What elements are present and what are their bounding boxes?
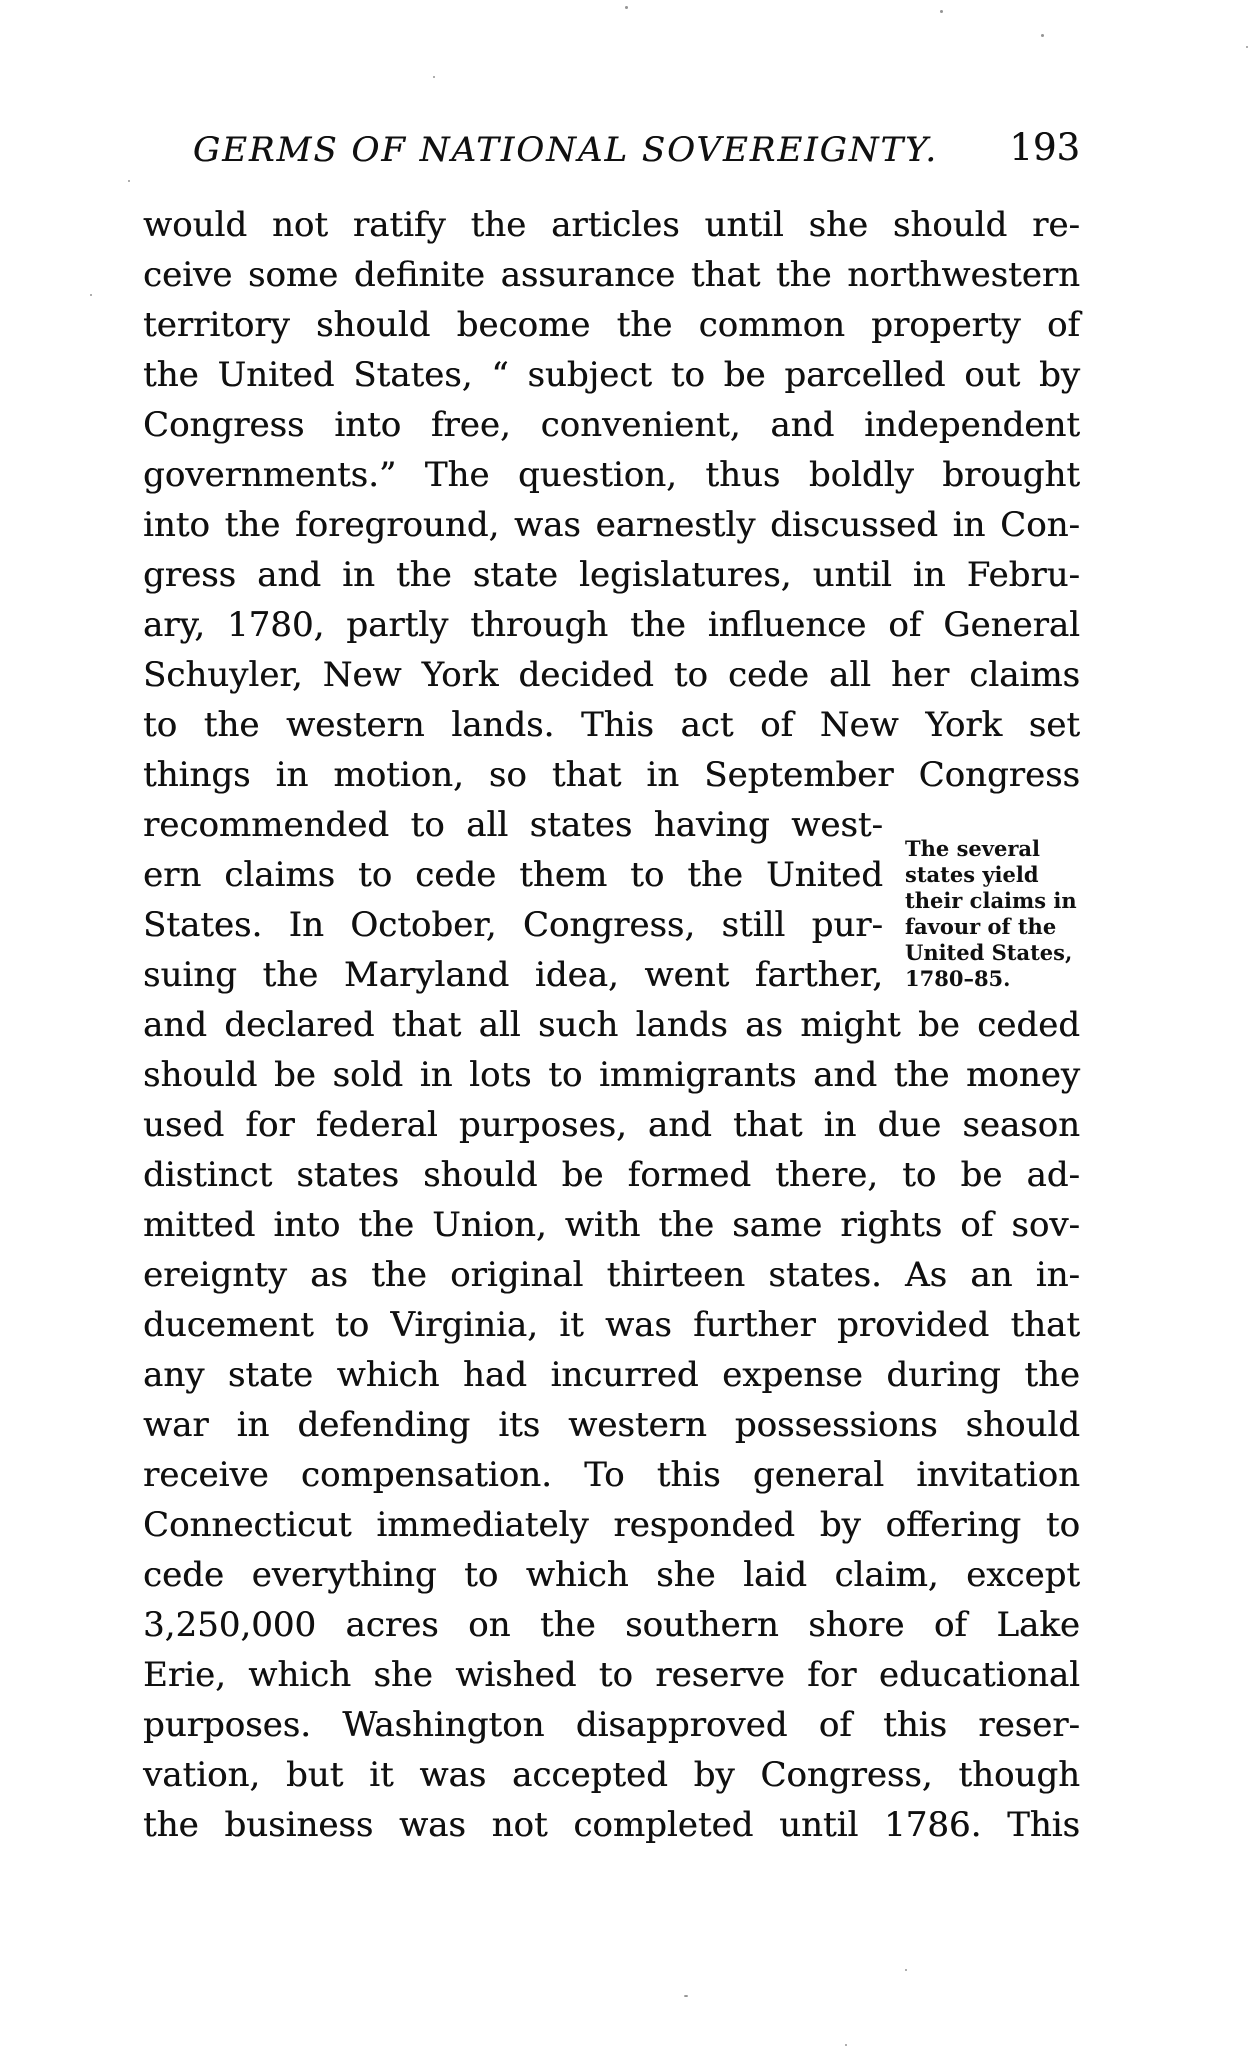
text-line: distinct states should be formed there, to be ad-	[143, 1155, 1080, 1195]
text-line: territory should become the common property of	[143, 305, 1080, 345]
scan-speck	[128, 180, 130, 182]
scan-speck	[905, 1969, 907, 1971]
text-line: States. In October, Congress, still pur-	[143, 905, 883, 945]
text-line: gress and in the state legislatures, until in Febru-	[143, 555, 1080, 595]
text-line: into the foreground, was earnestly discussed in Con-	[143, 505, 1080, 545]
scan-speck	[625, 6, 628, 9]
text-line: the United States, “ subject to be parcelled out by	[143, 355, 1080, 395]
page-number: 193	[1009, 126, 1080, 169]
text-line: would not ratify the articles until she should re-	[143, 205, 1080, 245]
text-line: should be sold in lots to immigrants and the money	[143, 1055, 1080, 1095]
text-line: ern claims to cede them to the United	[143, 855, 883, 895]
text-line: 3,250,000 acres on the southern shore of Lake	[143, 1605, 1080, 1645]
sidenote-line: favour of the	[905, 914, 1057, 939]
scan-speck	[90, 294, 92, 296]
text-line: any state which had incurred expense during the	[143, 1355, 1080, 1395]
sidenote-line: their claims in	[905, 888, 1077, 913]
scan-speck	[940, 10, 943, 13]
body-text	[143, 200, 1080, 1850]
running-head	[143, 126, 1080, 174]
scan-speck	[433, 76, 435, 78]
sidenote-line: The several	[905, 836, 1040, 861]
text-line: ceive some definite assurance that the northwestern	[143, 255, 1080, 295]
text-line: Congress into free, convenient, and independent	[143, 405, 1080, 445]
text-line: mitted into the Union, with the same rights of sov-	[143, 1205, 1080, 1245]
text-line: ary, 1780, partly through the influence of General	[143, 605, 1080, 645]
text-line: Schuyler, New York decided to cede all her claims	[143, 655, 1080, 695]
text-line: cede everything to which she laid claim, except	[143, 1555, 1080, 1595]
text-line: things in motion, so that in September Congress	[143, 755, 1080, 795]
scan-speck	[684, 1995, 688, 1997]
sidenote	[905, 836, 1095, 992]
sidenote-line: states yield	[905, 862, 1039, 887]
text-line: to the western lands. This act of New York set	[143, 705, 1080, 745]
text-line: vation, but it was accepted by Congress, though	[143, 1755, 1080, 1795]
text-line: the business was not completed until 1786. This	[143, 1805, 1080, 1845]
text-line: purposes. Washington disapproved of this reser-	[143, 1705, 1080, 1745]
running-head-title: GERMS OF NATIONAL SOVEREIGNTY.	[192, 130, 939, 170]
scan-speck	[1246, 46, 1248, 48]
sidenote-line: 1780–85.	[905, 966, 1011, 991]
sidenote-line: United States,	[905, 940, 1073, 965]
text-line: Connecticut immediately responded by offering to	[143, 1505, 1080, 1545]
text-line: war in defending its western possessions should	[143, 1405, 1080, 1445]
text-line: suing the Maryland idea, went farther,	[143, 955, 883, 995]
text-line: governments.” The question, thus boldly brought	[143, 455, 1080, 495]
text-line: ereignty as the original thirteen states. As an in-	[143, 1255, 1080, 1295]
scan-speck	[845, 2044, 847, 2046]
text-line: Erie, which she wished to reserve for educational	[143, 1655, 1080, 1695]
text-line: receive compensation. To this general invitation	[143, 1455, 1080, 1495]
scan-speck	[1041, 34, 1044, 37]
text-line: recommended to all states having west-	[143, 805, 883, 845]
text-line: used for federal purposes, and that in due season	[143, 1105, 1080, 1145]
text-line: ducement to Virginia, it was further provided that	[143, 1305, 1080, 1345]
text-line: and declared that all such lands as might be ceded	[143, 1005, 1080, 1045]
